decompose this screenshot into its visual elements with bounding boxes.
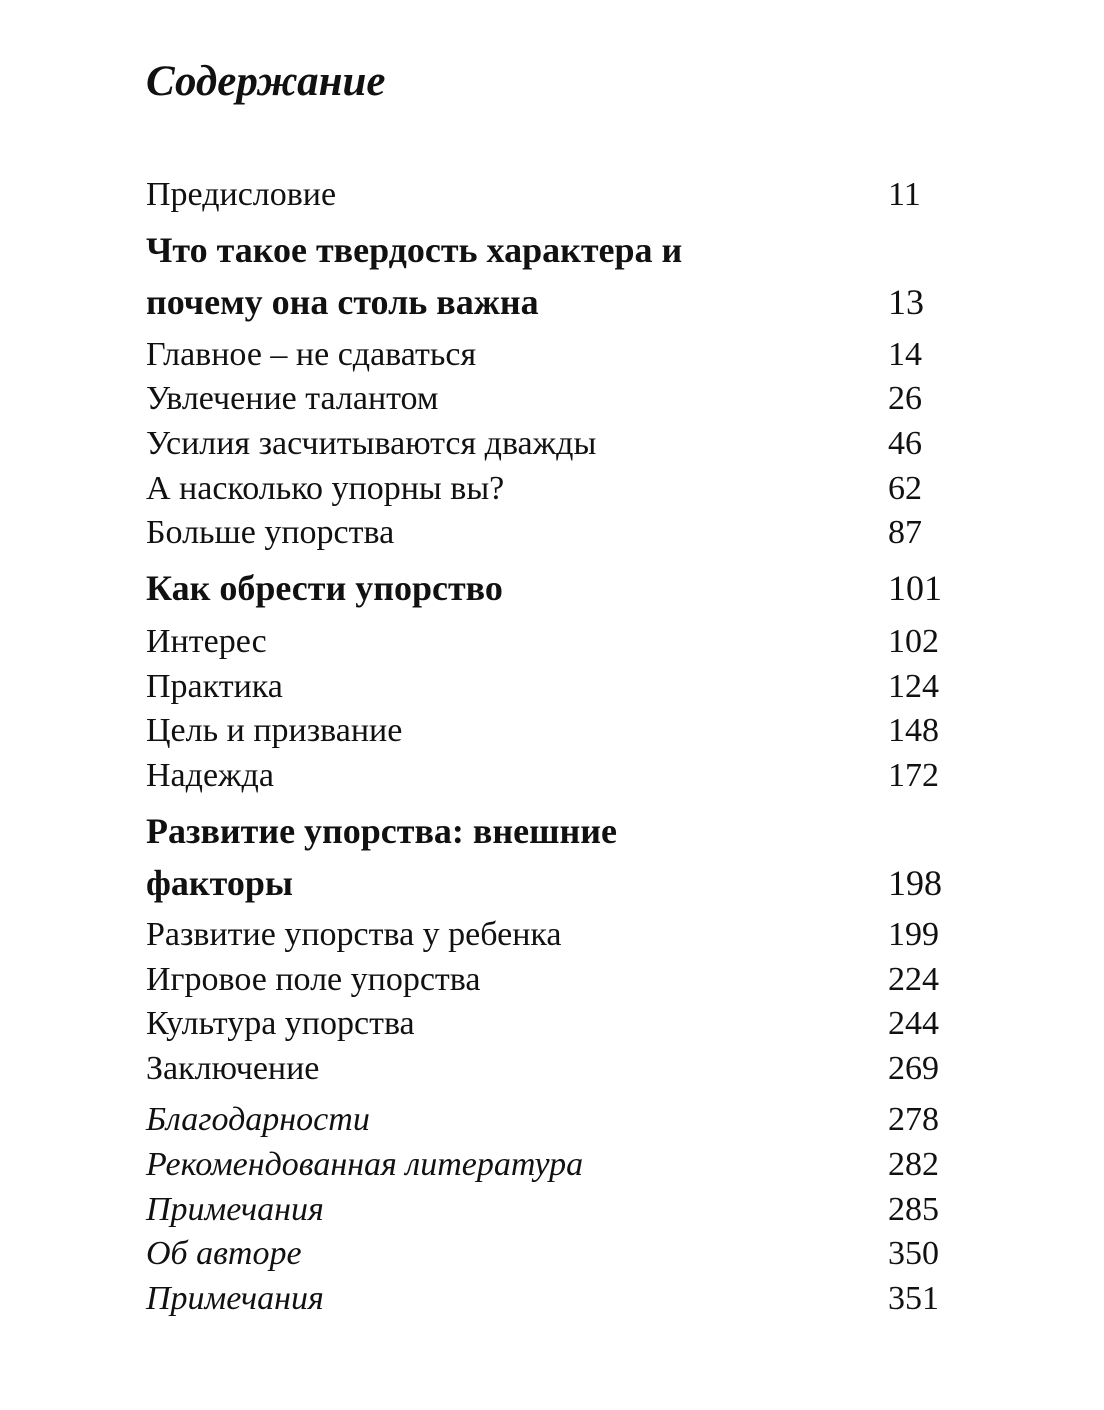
toc-page-number: 13 [888, 282, 924, 322]
toc-page-number: 62 [888, 470, 922, 507]
toc-page-number: 224 [888, 961, 939, 998]
toc-entry-title: Больше упорства [146, 514, 395, 551]
toc-page-number: 269 [888, 1050, 939, 1087]
toc-entry-title: Игровое поле упорства [146, 961, 481, 998]
toc-entry-title: Надежда [146, 757, 274, 794]
toc-page-number: 148 [888, 712, 939, 749]
toc-entry-title: Цель и призвание [146, 712, 403, 749]
toc-page-number: 87 [888, 514, 922, 551]
toc-entry-title: Увлечение талантом [146, 380, 439, 417]
toc-entry-title: Усилия засчитываются дважды [146, 425, 597, 462]
toc-page-number: 102 [888, 623, 939, 660]
toc-page-number: 11 [888, 176, 921, 213]
toc-part-title-line2: факторы [146, 863, 293, 903]
toc-page-number: 244 [888, 1005, 939, 1042]
table-of-contents [146, 0, 946, 1410]
toc-entry-title: Развитие упорства у ребенка [146, 916, 562, 953]
toc-entry-title: Главное – не сдаваться [146, 336, 477, 373]
toc-entry-title: Об авторе [146, 1235, 302, 1272]
toc-entry-title: Практика [146, 668, 283, 705]
toc-entry-title: Предисловие [146, 176, 337, 213]
toc-entry-title: Примечания [146, 1280, 324, 1317]
toc-part-title-line2: почему она столь важна [146, 282, 539, 322]
toc-entry-title: Культура упорства [146, 1005, 415, 1042]
toc-page-number: 124 [888, 668, 939, 705]
toc-page-number: 199 [888, 916, 939, 953]
toc-entry-title: Примечания [146, 1191, 324, 1228]
toc-entry-title: Интерес [146, 623, 267, 660]
toc-page-number: 351 [888, 1280, 939, 1317]
toc-entry-title: Благодарности [146, 1101, 370, 1138]
toc-page-number: 14 [888, 336, 922, 373]
toc-part-title-line1: Развитие упорства: внешние [146, 811, 617, 851]
toc-page-number: 26 [888, 380, 922, 417]
toc-page-number: 172 [888, 757, 939, 794]
toc-part-title-line1: Что такое твердость характера и [146, 230, 683, 270]
toc-page-number: 285 [888, 1191, 939, 1228]
toc-page-number: 46 [888, 425, 922, 462]
toc-entry-title: А насколько упорны вы? [146, 470, 505, 507]
toc-page-number: 278 [888, 1101, 939, 1138]
toc-entry-title: Заключение [146, 1050, 320, 1087]
toc-page-number: 101 [888, 568, 942, 608]
toc-page-number: 198 [888, 863, 942, 903]
page-title: Содержание [146, 58, 386, 105]
toc-page-number: 350 [888, 1235, 939, 1272]
toc-entry-title: Рекомендованная литература [146, 1146, 584, 1183]
toc-part-title: Как обрести упорство [146, 568, 503, 608]
toc-page-number: 282 [888, 1146, 939, 1183]
